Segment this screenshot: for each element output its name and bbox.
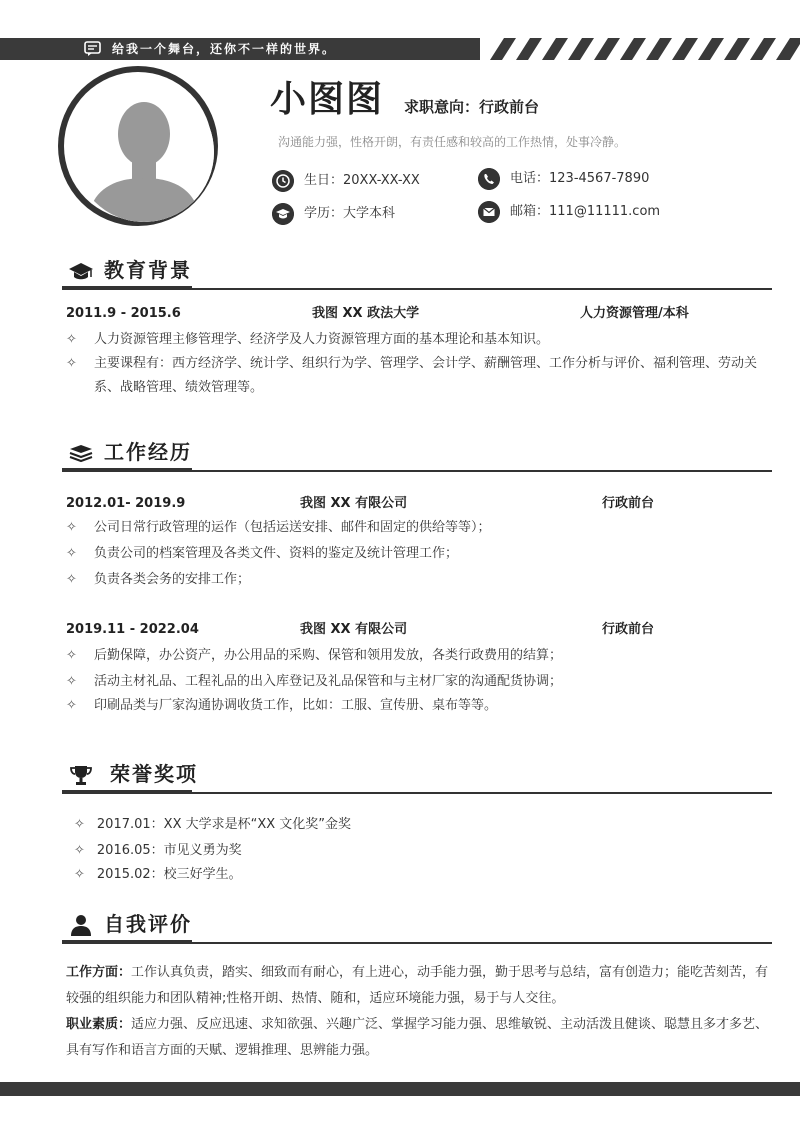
bullet-icon: ✧ — [66, 648, 77, 663]
job-1-role: 行政前台 — [602, 496, 655, 511]
list-item: ✧ 活动主材礼品、工程礼品的出入库登记及礼品保管和与主材厂家的沟通配货协调； — [66, 670, 766, 694]
quality-label: 职业素质： — [66, 1017, 132, 1032]
list-item: ✧ 印刷品类与厂家沟通协调收货工作，比如：工服、宣传册、桌布等等。 — [66, 694, 766, 718]
stack-icon — [68, 442, 94, 464]
bullet-icon: ✧ — [66, 572, 77, 587]
bottom-banner — [0, 1082, 800, 1096]
work-aspect-label: 工作方面： — [66, 965, 132, 980]
chat-bubble-icon — [84, 41, 102, 57]
birthday-text: 生日：20XX-XX-XX — [304, 173, 420, 188]
list-item: ✧ 后勤保障，办公资产，办公用品的采购、保管和领用发放，各类行政费用的结算； — [66, 644, 766, 668]
graduation-cap-icon — [68, 260, 94, 282]
list-item: ✧ 负责公司的档案管理及各类文件、资料的鉴定及统计管理工作； — [66, 542, 766, 566]
job-2-role: 行政前台 — [602, 622, 655, 637]
envelope-icon — [478, 201, 500, 223]
quality-text: 适应力强、反应迅速、求知欲强、兴趣广泛、掌握学习能力强、思维敏锐、主动活泼且健谈、聪慧且多才多艺、具有写作和语言方面的天赋、逻辑推理、思辨能力强。 — [66, 1017, 769, 1058]
top-banner — [0, 38, 800, 60]
email-text: 邮箱：111@11111.com — [510, 204, 661, 219]
bullet-icon: ✧ — [66, 698, 77, 713]
section-title-self-eval: 自我评价 — [104, 912, 192, 936]
bullet-icon: ✧ — [74, 843, 85, 858]
slogan-text: 给我一个舞台，还你不一样的世界。 — [112, 42, 337, 56]
trophy-icon — [68, 764, 94, 786]
bullet-icon: ✧ — [66, 674, 77, 689]
education-text: 学历：大学本科 — [304, 206, 396, 221]
section-work — [62, 436, 772, 472]
education-major: 人力资源管理/本科 — [580, 306, 689, 321]
self-eval-text — [66, 960, 770, 1064]
section-awards — [62, 758, 772, 794]
section-self-eval — [62, 908, 772, 944]
personal-motto: 沟通能力强，性格开朗，有责任感和较高的工作热情，处事冷静。 — [278, 135, 627, 149]
section-title-work: 工作经历 — [104, 440, 192, 464]
list-item: ✧ 公司日常行政管理的运作（包括运送安排、邮件和固定的供给等等）； — [66, 516, 766, 540]
section-title-awards: 荣誉奖项 — [110, 762, 198, 786]
graduation-cap-icon — [272, 203, 294, 225]
clock-icon — [272, 170, 294, 192]
bullet-icon: ✧ — [66, 356, 77, 371]
phone-icon — [478, 168, 500, 190]
job-1-period: 2012.01- 2019.9 — [66, 496, 186, 511]
list-item: ✧ 2016.05：市见义勇为奖 — [74, 843, 242, 858]
bullet-icon: ✧ — [74, 817, 85, 832]
phone-text: 电话：123-4567-7890 — [510, 171, 650, 186]
avatar-silhouette-icon — [74, 82, 214, 222]
work-aspect-text: 工作认真负责，踏实、细致而有耐心，有上进心，动手能力强，勤于思考与总结，富有创造力；能吃苦刻苦，有较强的组织能力和团队精神;性格开朗、热情、随和，适应环境能力强，易于与人交往。 — [66, 965, 769, 1006]
job-1-company: 我图 XX 有限公司 — [300, 496, 408, 511]
job-2-period: 2019.11 - 2022.04 — [66, 622, 199, 637]
section-title-education: 教育背景 — [104, 258, 192, 282]
list-item: ✧ 人力资源管理主修管理学、经济学及人力资源管理方面的基本理论和基本知识。 — [66, 328, 766, 352]
list-item: ✧ 负责各类会务的安排工作； — [66, 568, 766, 592]
bullet-icon: ✧ — [66, 520, 77, 535]
list-item: ✧ 2017.01：XX 大学求是杯“XX 文化奖”金奖 — [74, 817, 352, 832]
education-period: 2011.9 - 2015.6 — [66, 306, 181, 321]
bullet-icon: ✧ — [66, 546, 77, 561]
education-school: 我图 XX 政法大学 — [312, 306, 420, 321]
profile-photo — [58, 66, 218, 226]
decorative-stripes — [480, 38, 800, 60]
candidate-name: 小图图 — [270, 79, 385, 120]
job-intent: 求职意向：行政前台 — [404, 98, 540, 116]
list-item: ✧ 主要课程有：西方经济学、统计学、组织行为学、管理学、会计学、薪酬管理、工作分析与评价、福利管理、劳动关系、战略管理、绩效管理等。 — [66, 352, 766, 400]
bullet-icon: ✧ — [74, 867, 85, 882]
list-item: ✧ 2015.02：校三好学生。 — [74, 867, 242, 882]
job-2-company: 我图 XX 有限公司 — [300, 622, 408, 637]
person-icon — [68, 914, 94, 936]
bullet-icon: ✧ — [66, 332, 77, 347]
section-education — [62, 254, 772, 290]
